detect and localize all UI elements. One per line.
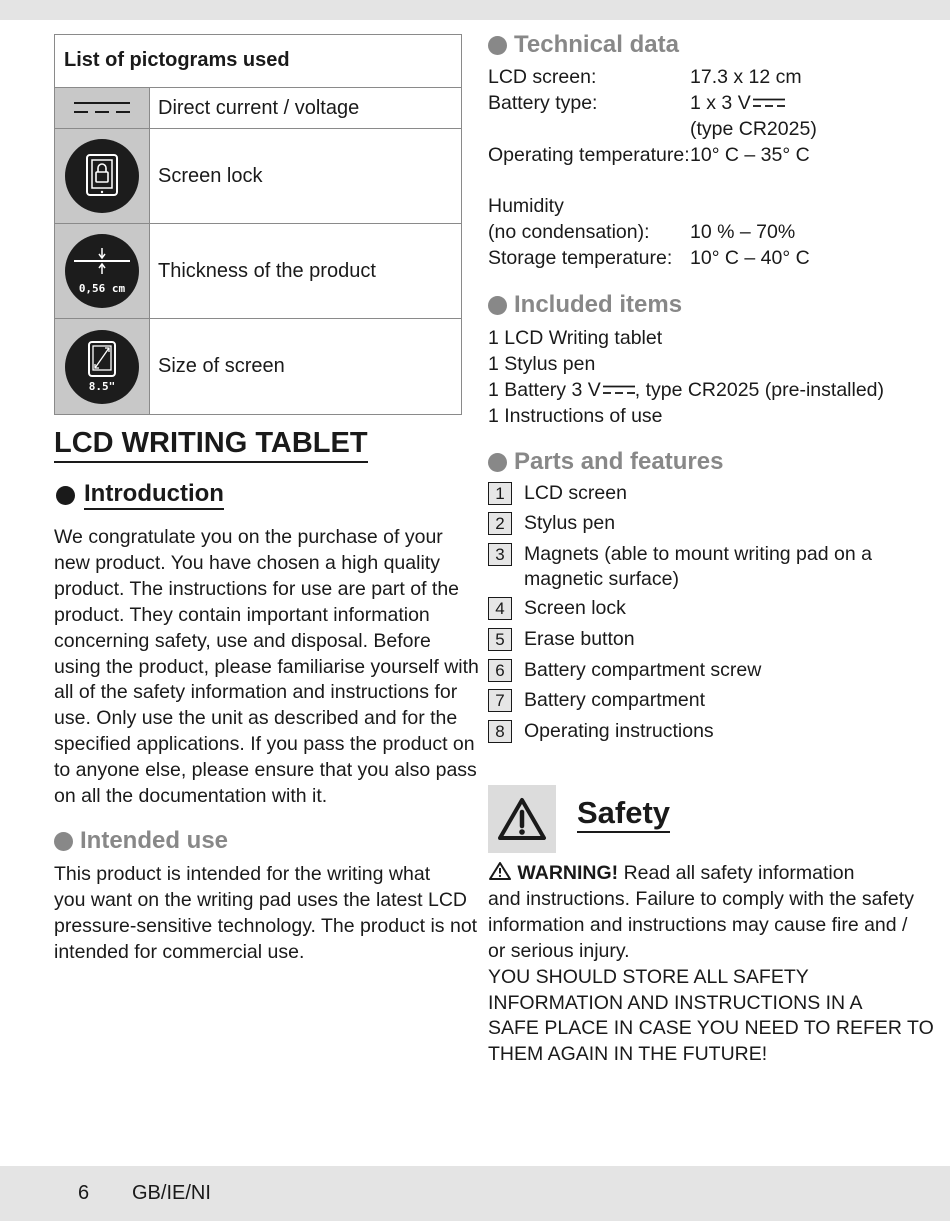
parts-heading: Parts and features — [488, 448, 723, 476]
part-label: Battery compartment screw — [524, 659, 762, 681]
safety-warning-text: WARNING! Read all safety information and instructions. Failure to comply with the safety information and instructions may cause fire and / or serious injury. YOU SHOULD STORE ALL SAFETY INFORMATION AND INSTRUCTIONS IN A SAFE PLACE IN CASE YOU NEED TO REFER TO THEM AGAIN IN THE FUTURE! — [488, 862, 934, 1066]
part-label: Erase button — [524, 628, 635, 650]
direct-current-icon — [55, 88, 150, 128]
spec-key: Storage temperature: — [488, 247, 673, 270]
bullet-icon — [488, 296, 507, 315]
list-item: 1 Battery 3 V , type CR2025 (pre-installed) — [488, 378, 885, 401]
intended-use-heading: Intended use — [54, 827, 228, 855]
pictogram-label: Thickness of the product — [158, 259, 376, 282]
intended-use-text: This product is intended for the writing what you want on the writing pad uses the latest LCD pressure-sensitive technology. The product is not intended for commercial use. — [54, 863, 478, 963]
page-footer — [0, 1166, 950, 1221]
thickness-value: 0,56 cm — [78, 282, 126, 295]
part-number: 1 — [488, 482, 512, 505]
included-items-list — [488, 326, 884, 430]
part-label: Operating instructions — [524, 720, 714, 742]
list-item: 1 LCD Writing tablet — [488, 327, 663, 349]
spec-value: 17.3 x 12 cm — [690, 66, 802, 88]
region-code: GB/IE/NI — [132, 1182, 211, 1204]
bullet-icon — [488, 36, 507, 55]
part-label: Screen lock — [524, 597, 626, 619]
part-label: LCD screen — [524, 482, 627, 504]
spec-value: 10 % – 70% — [690, 221, 796, 244]
part-number: 6 — [488, 659, 512, 682]
pictogram-row — [55, 319, 461, 414]
included-items-heading: Included items — [488, 291, 682, 319]
screen-size-value: 8.5" — [88, 379, 116, 393]
pictogram-label: Direct current / voltage — [158, 96, 360, 119]
bullet-icon — [56, 486, 75, 505]
page-title: LCD WRITING TABLET — [54, 426, 368, 463]
pictogram-row — [55, 224, 461, 319]
spec-key: Operating temperature: — [488, 143, 690, 166]
list-item: 1 Stylus pen — [488, 352, 596, 375]
part-label: Battery compartment — [524, 689, 705, 711]
warning-label: WARNING! — [517, 862, 619, 884]
introduction-heading: Introduction — [56, 480, 224, 510]
part-label: magnetic surface) — [524, 568, 679, 590]
part-number: 3 — [488, 543, 512, 566]
pictogram-row — [55, 88, 461, 129]
spec-key: (no condensation): — [488, 221, 650, 244]
spec-key: LCD screen: — [488, 66, 597, 88]
safety-heading: Safety — [577, 795, 670, 833]
pictogram-row — [55, 129, 461, 224]
warning-triangle-icon — [488, 785, 556, 853]
spec-key: Humidity — [488, 195, 564, 218]
pictogram-label: Size of screen — [158, 355, 285, 377]
pictogram-label: Screen lock — [158, 164, 263, 187]
part-number: 8 — [488, 720, 512, 743]
spec-value: 10° C – 35° C — [690, 143, 810, 166]
part-number: 7 — [488, 689, 512, 712]
bullet-icon — [54, 832, 73, 851]
spec-value: 10° C – 40° C — [690, 247, 810, 270]
part-number: 5 — [488, 628, 512, 651]
spec-key: Battery type: — [488, 91, 598, 114]
page-number: 6 — [78, 1182, 90, 1204]
screen-lock-icon — [65, 139, 139, 213]
spec-value: (type CR2025) — [690, 117, 817, 140]
part-number: 2 — [488, 512, 512, 535]
list-item: 1 Instructions of use — [488, 404, 663, 427]
direct-current-icon — [603, 385, 635, 395]
part-label: Stylus pen — [524, 512, 616, 534]
technical-data-heading: Technical data — [488, 31, 679, 59]
screen-size-icon — [65, 330, 139, 404]
part-number: 4 — [488, 597, 512, 620]
introduction-text: We congratulate you on the purchase of your new product. You have chosen a high quality product. The instructions for use are part of the product. They contain important information concerning safety, use and disposal. Before using the product, please familiarise yourself with all of the safety information and instructions for use. Only use the unit as described and for the specified applications. If you pass the product on to anyone else, please ensure that you also pass on all the documentation with it. — [54, 526, 479, 808]
spec-value: 1 x 3 V — [690, 91, 785, 117]
part-label: Magnets (able to mount writing pad on a — [524, 543, 872, 565]
direct-current-icon — [753, 98, 785, 108]
pictogram-table — [54, 34, 462, 415]
bullet-icon — [488, 453, 507, 472]
warning-triangle-icon — [488, 861, 512, 881]
pictogram-table-title: List of pictograms used — [55, 35, 461, 88]
thickness-icon — [65, 234, 139, 308]
top-bar — [0, 0, 950, 20]
